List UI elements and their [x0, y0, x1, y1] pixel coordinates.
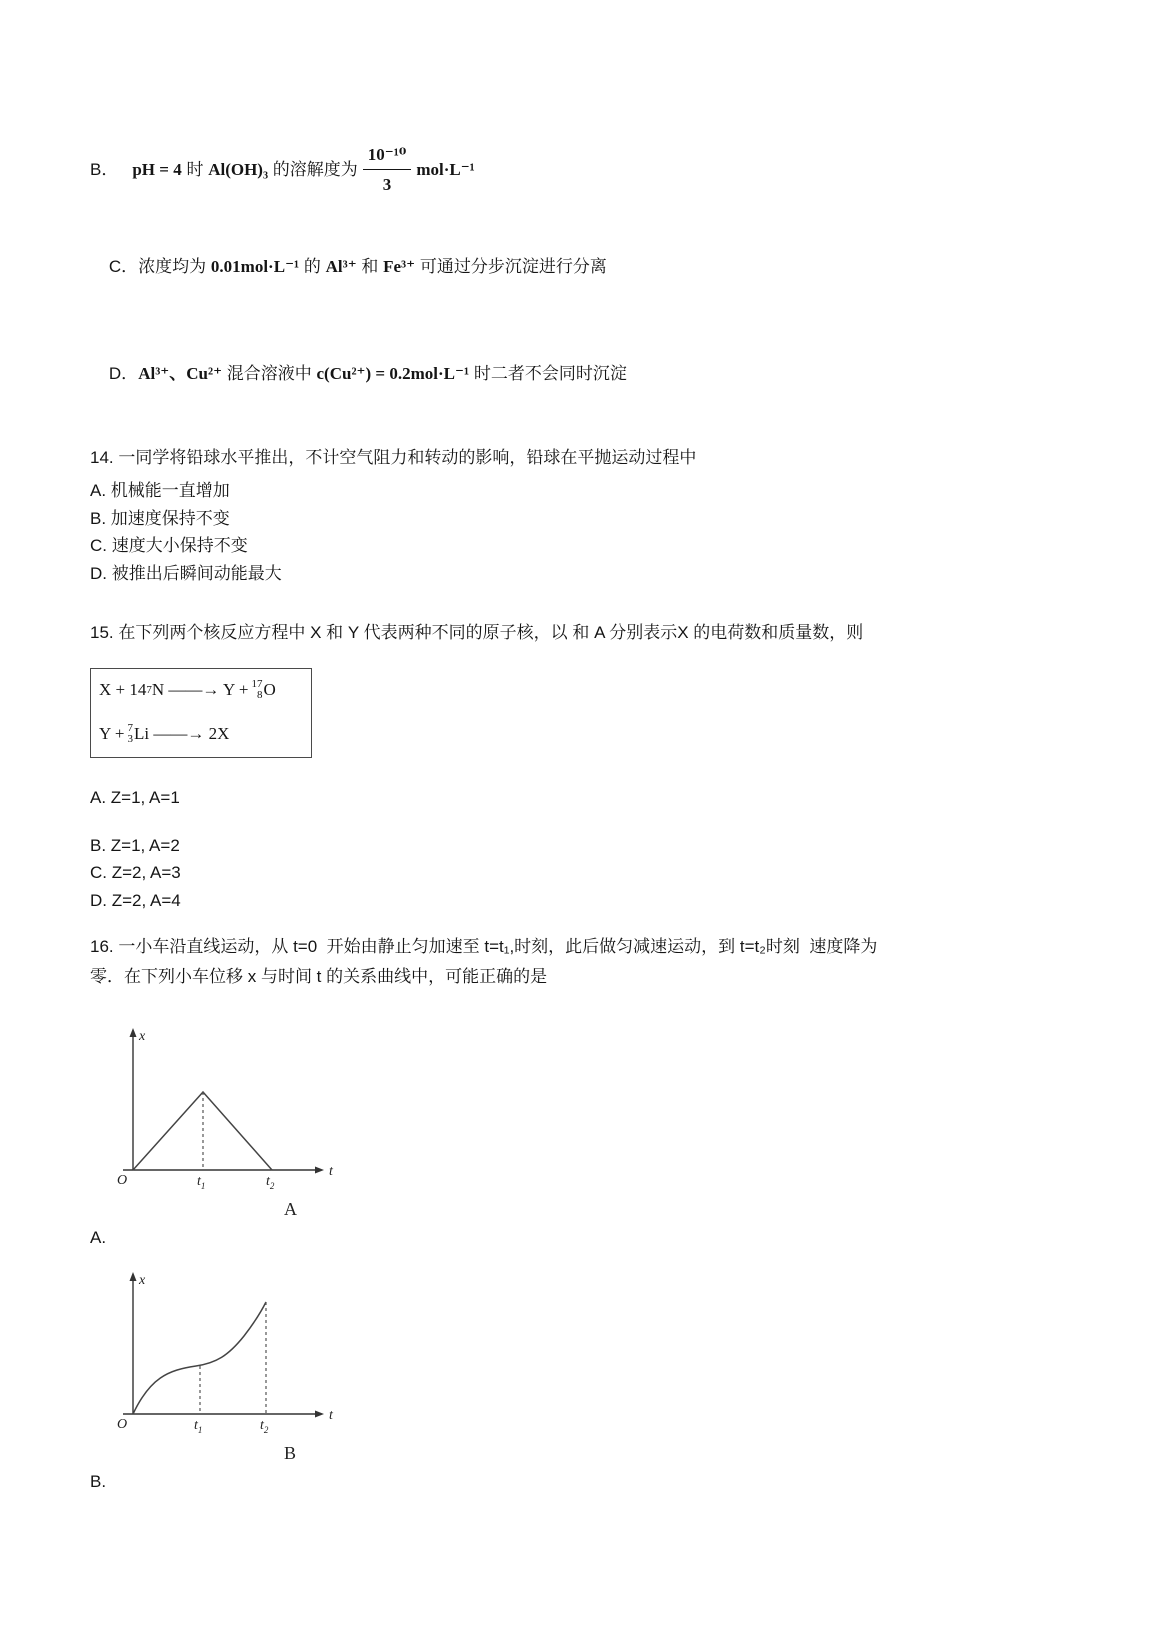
nuclide-prescripts-O: [252, 679, 263, 701]
text-segment: Li ——→ 2X: [133, 724, 230, 743]
formula-aloh3: Al(OH)₃: [208, 159, 269, 179]
formula-unit: mol·L⁻¹: [416, 159, 475, 179]
text-segment: 混合溶液中: [222, 364, 317, 383]
formula-fe3: Fe³⁺: [383, 257, 416, 276]
mass-number: 17: [251, 678, 263, 690]
fraction-numerator: 10⁻¹⁰: [363, 141, 412, 170]
x-axis-arrow: [315, 1167, 324, 1174]
text-segment: 浓度均为: [138, 257, 211, 276]
option-label-c: C．: [108, 257, 139, 276]
formula-ph: pH = 4: [132, 159, 182, 179]
element-symbol: O: [263, 680, 276, 699]
atomic-number: 3: [127, 733, 133, 745]
graph-A-container: [108, 1022, 1078, 1220]
q15-option-d: D. Z=2, A=4: [90, 890, 181, 910]
nuclear-equation-1: X + 14 7 N ——→ Y + 17 8 O: [99, 678, 276, 701]
q16-option-b-label: B.: [90, 1472, 107, 1491]
text-segment: 的溶解度为: [268, 159, 358, 179]
nuclear-equations-box: [90, 668, 312, 758]
graph-B-caption: B: [284, 1443, 297, 1463]
q15-option-b: B. Z=1, A=2: [90, 835, 180, 855]
option-label-b: B．: [90, 159, 119, 179]
q15-options: [90, 784, 1078, 914]
x-axis-arrow: [315, 1411, 324, 1418]
y-axis-label: x: [139, 1273, 146, 1288]
formula-concentration: 0.01mol·L⁻¹: [210, 257, 300, 276]
q16-stem-line2: 零．在下列小车位移 x 与时间 t 的关系曲线中，可能正确的是: [90, 967, 548, 986]
origin-label: O: [117, 1173, 128, 1188]
x-axis-label: t: [329, 1164, 333, 1179]
text-segment: 时二者不会同时沉淀: [469, 364, 627, 383]
x-axis-label: t: [329, 1408, 333, 1423]
text-segment: 可通过分步沉淀进行分离: [415, 257, 607, 276]
t2-label: $t_2$: [266, 1174, 275, 1191]
q15-stem: 15. 在下列两个核反应方程中 X 和 Y 代表两种不同的原子核，以 和 A 分别表示X 的电荷数和质量数，则: [90, 623, 864, 642]
text-segment: 的: [299, 257, 326, 276]
q14-option-b: B. 加速度保持不变: [90, 508, 230, 528]
text-segment: 和: [356, 257, 384, 276]
origin-label: O: [117, 1417, 128, 1432]
mass-number: 7: [127, 722, 133, 734]
text-segment: Y +: [99, 724, 125, 743]
formula-ions: Al³⁺、Cu²⁺: [138, 364, 223, 383]
formula-al3: Al³⁺: [325, 257, 357, 276]
graph-B-container: [108, 1266, 1078, 1464]
q14-stem: 14. 一同学将铅球水平推出，不计空气阻力和转动的影响，铅球在平抛运动过程中: [90, 448, 697, 467]
option-label-d: D．: [108, 364, 139, 383]
q16-stem-line1: 16. 一小车沿直线运动，从 t=0 开始由静止匀加速至 t=t₁,时刻，此后做匀减速运动，到 t=t₂时刻 速度降为: [90, 937, 878, 956]
t2-label: $t_2$: [260, 1418, 269, 1435]
formula-ccu: c(Cu²⁺) = 0.2mol·L⁻¹: [316, 364, 470, 383]
text-segment: X + 14: [99, 680, 147, 699]
atomic-number: 8: [257, 689, 263, 701]
t1-label: $t_1$: [197, 1174, 206, 1191]
y-axis-label: x: [139, 1029, 146, 1044]
nuclear-equation-2: [99, 723, 303, 745]
text-segment: 时: [181, 159, 209, 179]
t1-label: $t_1$: [194, 1418, 203, 1435]
graph-A-caption: A: [284, 1199, 297, 1219]
q16-option-a-label: A.: [90, 1228, 107, 1247]
q14-option-d: D. 被推出后瞬间动能最大: [90, 563, 282, 583]
text-segment: N ——→ Y +: [151, 680, 249, 699]
graph-B: [108, 1266, 343, 1438]
fraction: [363, 141, 412, 198]
y-axis-arrow: [130, 1272, 137, 1281]
q15-option-c: C. Z=2, A=3: [90, 863, 181, 882]
q13-option-d: [90, 333, 1078, 414]
nuclide-prescripts-Li: [127, 723, 133, 745]
graph-A: [108, 1022, 343, 1194]
q14-option-c: C. 速度大小保持不变: [90, 536, 248, 555]
q14-option-a: A. 机械能一直增加: [90, 481, 230, 500]
q13-option-c: [90, 226, 1078, 307]
q14-options: [90, 477, 1078, 587]
fraction-denominator: 3: [382, 174, 392, 194]
q15-option-a: A. Z=1, A=1: [90, 788, 180, 807]
y-axis-arrow: [130, 1028, 137, 1037]
q13-option-b: [90, 140, 1078, 198]
